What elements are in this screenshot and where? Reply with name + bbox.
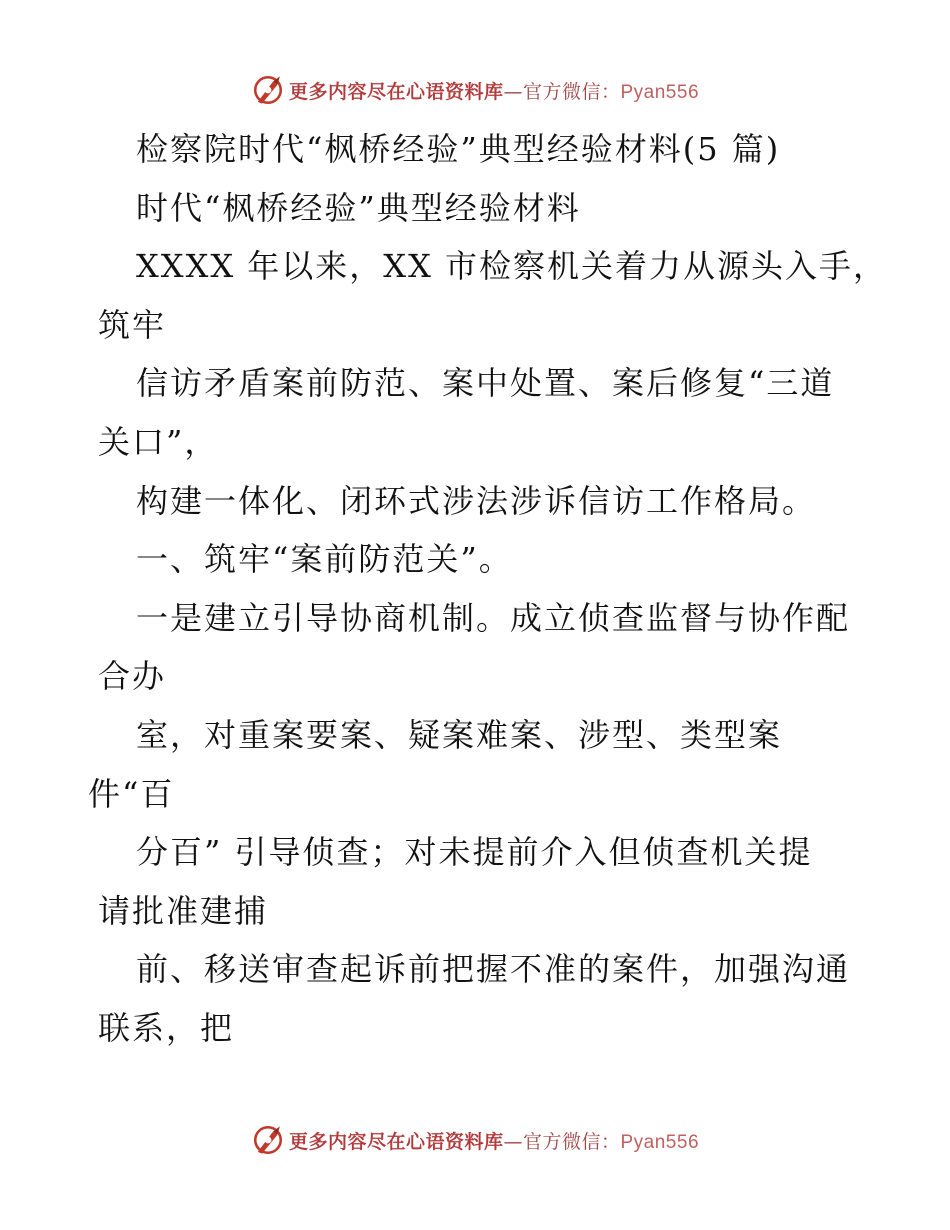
document-subtitle: 时代“枫桥经验”典型经验材料 [136, 188, 581, 227]
footer-banner-text [289, 1127, 699, 1154]
paragraph-line: 关口”， [98, 422, 219, 461]
paragraph-line: 室，对重案要案、疑案难案、涉型、类型案 [136, 715, 783, 754]
paragraph-line: 前、移送审查起诉前把握不准的案件，加强沟通 [136, 950, 851, 989]
footer-banner [0, 1120, 950, 1160]
footer-brand: 更多内容尽在心语资料库 [288, 1130, 504, 1153]
paragraph-line: 信访矛盾案前防范、案中处置、案后修复“三道 [136, 364, 835, 403]
paragraph-line: 分百” 引导侦查；对未提前介入但侦查机关提 [136, 833, 813, 872]
paragraph-line: 筑牢 [98, 305, 167, 344]
paragraph-line: 请批准建捕 [98, 891, 269, 930]
footer-account: Pyan556 [620, 1131, 700, 1153]
footer-dash: — [503, 1130, 523, 1153]
paragraph-line: 合办 [98, 657, 167, 696]
section-heading: 一、筑牢“案前防范关”。 [136, 540, 513, 579]
header-brand: 更多内容尽在心语资料库 [288, 80, 504, 103]
header-dash: — [503, 80, 523, 103]
paragraph-line: 构建一体化、闭环式涉法涉诉信访工作格局。 [136, 481, 817, 520]
header-banner-text [289, 77, 699, 104]
header-account: Pyan556 [620, 81, 700, 103]
paragraph-line: XXXX 年以来，XX 市检察机关着力从源头入手， [136, 247, 888, 286]
paragraph-line: 联系，把 [98, 1008, 235, 1047]
document-body [88, 120, 888, 1058]
footer-wechat-label: 官方微信： [522, 1130, 621, 1153]
header-wechat-label: 官方微信： [522, 80, 621, 103]
document-title: 检察院时代“枫桥经验”典型经验材料(5 篇) [136, 130, 781, 168]
paragraph-line: 一是建立引导协商机制。成立侦查监督与协作配 [136, 598, 851, 637]
header-banner [0, 70, 950, 110]
quill-logo-icon [251, 1123, 285, 1157]
quill-logo-icon [251, 73, 285, 107]
paragraph-line: 件“百 [88, 774, 175, 813]
